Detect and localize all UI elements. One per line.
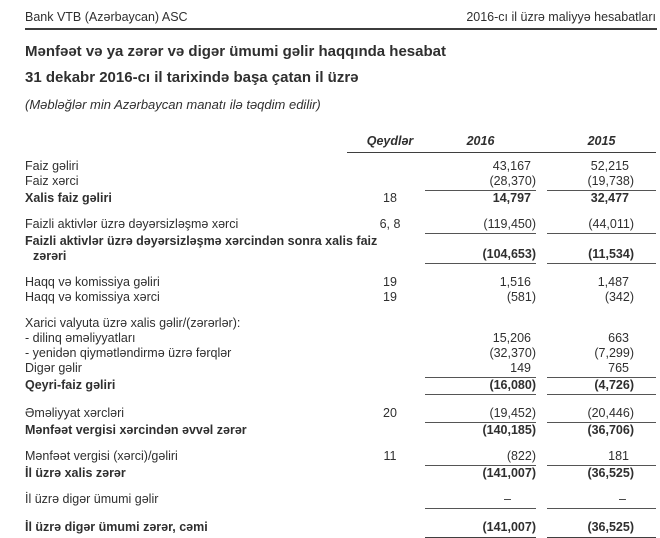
row-label: Haqq və komissiya gəliri (25, 275, 160, 289)
cell-note-ref: 19 (383, 275, 397, 289)
income-statement-table (25, 134, 656, 538)
statement-period: 31 dekabr 2016-cı il tarixində başa çatan il üzrə (25, 69, 359, 86)
cell-value-2015: (44,011) (547, 217, 656, 234)
table-row (25, 191, 656, 206)
cell-value-2016: (28,370) (425, 174, 536, 191)
cell-value-2015: (4,726) (547, 378, 656, 395)
cell-value-2016: (32,370) (489, 346, 536, 360)
table-row (25, 234, 656, 264)
row-label: Faizli aktivlər üzrə dəyərsizləşmə xərci (25, 217, 239, 231)
cell-value-2016: 14,797 (492, 191, 531, 205)
row-label: Mənfəət vergisi (xərci)/gəliri (25, 449, 178, 463)
column-header-2015: 2015 (587, 134, 616, 148)
table-row (25, 346, 656, 361)
cell-value-2015: (19,738) (547, 174, 656, 191)
column-header-2016: 2016 (466, 134, 495, 148)
cell-value-2015: 181 (547, 449, 656, 466)
row-label: - dilinq əməliyyatları (25, 331, 136, 345)
row-label: Xalis faiz gəliri (25, 191, 112, 205)
cell-value-2016: 1,516 (499, 275, 531, 289)
cell-value-2015: (7,299) (594, 346, 634, 360)
cell-value-2016: (141,007) (425, 520, 536, 538)
cell-value-2016: (581) (506, 290, 536, 304)
table-row (25, 275, 656, 290)
cell-value-2016: (19,452) (425, 406, 536, 423)
row-label: Faiz xərci (25, 174, 79, 188)
table-row (25, 406, 656, 423)
cell-note-ref: 11 (383, 449, 397, 463)
cell-value-2016: – (425, 492, 536, 509)
cell-value-2016: 43,167 (492, 159, 531, 173)
cell-value-2015: – (547, 492, 656, 509)
row-label: Xarici valyuta üzrə xalis gəlir/(zərərlər): (25, 316, 241, 330)
cell-value-2015: (36,525) (587, 466, 634, 480)
cell-note-ref: 20 (383, 406, 397, 420)
table-row (25, 466, 656, 481)
statement-title: Mənfəət və ya zərər və digər ümumi gəlir haqqında hesabat (25, 43, 446, 60)
table-header-row (25, 134, 656, 149)
cell-value-2015: (20,446) (547, 406, 656, 423)
cell-value-2015: 765 (547, 361, 656, 378)
row-label: Mənfəət vergisi xərcindən əvvəl zərər (25, 423, 247, 437)
cell-value-2016: (16,080) (425, 378, 536, 395)
cell-value-2016: (141,007) (482, 466, 536, 480)
cell-value-2016: (822) (425, 449, 536, 466)
table-row (25, 331, 656, 346)
table-row (25, 361, 656, 378)
currency-note: (Məbləğlər min Azərbaycan manatı ilə təqdim edilir) (25, 97, 321, 112)
table-row (25, 423, 656, 438)
bank-name: Bank VTB (Azərbaycan) ASC (25, 10, 188, 24)
cell-value-2015: 1,487 (597, 275, 629, 289)
row-label: İl üzrə digər ümumi gəlir (25, 492, 159, 506)
cell-value-2015: (36,706) (587, 423, 634, 437)
table-header-rule (347, 152, 656, 153)
column-gap (536, 134, 547, 149)
cell-value-2015: (36,525) (547, 520, 656, 538)
report-period-header: 2016-cı il üzrə maliyyə hesabatları (466, 10, 656, 24)
table-row (25, 159, 656, 174)
row-label: Qeyri-faiz gəliri (25, 378, 116, 392)
row-label: Digər gəlir (25, 361, 82, 375)
row-label: İl üzrə digər ümumi zərər, cəmi (25, 520, 208, 534)
table-row (25, 217, 656, 234)
cell-note-ref: 19 (383, 290, 397, 304)
row-label: Faiz gəliri (25, 159, 79, 173)
cell-note-ref: 18 (383, 191, 397, 205)
table-row (25, 290, 656, 305)
row-label: Haqq və komissiya xərci (25, 290, 160, 304)
cell-value-2016: (104,653) (425, 247, 536, 264)
table-row (25, 174, 656, 191)
cell-value-2016: (119,450) (425, 217, 536, 234)
table-row (25, 492, 656, 509)
cell-note-ref: 6, 8 (379, 217, 401, 231)
table-row (25, 449, 656, 466)
table-body (25, 159, 656, 538)
cell-value-2015: 52,215 (590, 159, 629, 173)
table-row (25, 378, 656, 395)
column-header-notes: Qeydlər (366, 134, 414, 148)
row-label: - yenidən qiymətləndirmə üzrə fərqlər (25, 346, 232, 360)
cell-value-2016: 149 (425, 361, 536, 378)
row-label: Əməliyyat xərcləri (25, 406, 125, 420)
table-row (25, 520, 656, 538)
cell-value-2016: (140,185) (482, 423, 536, 437)
row-label: Faizli aktivlər üzrə dəyərsizləşmə xərcindən sonra xalis faiz zərəri (25, 234, 378, 263)
page-header (25, 10, 657, 30)
cell-value-2015: 663 (608, 331, 629, 345)
cell-value-2015: (11,534) (547, 247, 656, 264)
cell-value-2016: 15,206 (492, 331, 531, 345)
table-row (25, 316, 656, 331)
row-label: İl üzrə xalis zərər (25, 466, 126, 480)
cell-value-2015: 32,477 (590, 191, 629, 205)
cell-value-2015: (342) (604, 290, 634, 304)
header-spacer (25, 134, 355, 149)
